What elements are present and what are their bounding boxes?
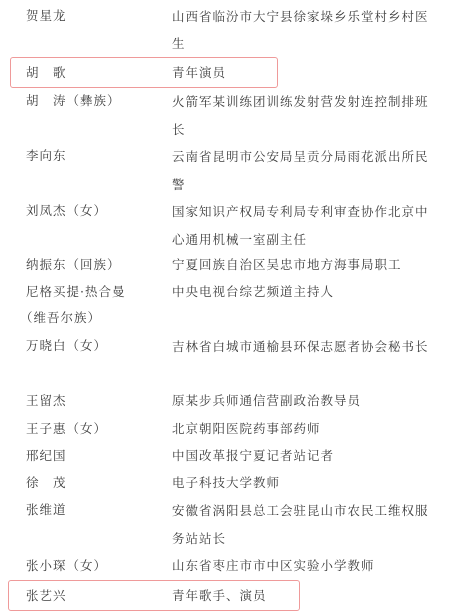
person-name: （维吾尔族） xyxy=(20,310,102,325)
person-description: 电子科技大学教师 xyxy=(172,475,281,490)
person-description: 山西省临汾市大宁县徐家垛乡乐堂村乡村医生 xyxy=(172,9,429,51)
person-description: 中央电视台综艺频道主持人 xyxy=(172,284,335,299)
person-name: 张艺兴 xyxy=(26,588,67,603)
person-name: 李向东 xyxy=(26,148,67,163)
person-name: 刘凤杰（女） xyxy=(26,203,108,218)
person-description: 宁夏回族自治区吴忠市地方海事局职工 xyxy=(172,257,402,272)
person-name: 万晓白（女） xyxy=(26,338,108,353)
person-name: 尼格买提·热合曼 xyxy=(26,284,126,299)
person-description: 青年歌手、演员 xyxy=(172,588,267,603)
person-name: 张维道 xyxy=(26,502,67,517)
person-name: 徐 茂 xyxy=(26,475,67,490)
person-description: 国家知识产权局专利局专利审查协作北京中心通用机械一室副主任 xyxy=(172,204,429,247)
person-name: 贺星龙 xyxy=(26,8,67,23)
person-name: 胡 涛（彝族） xyxy=(26,93,121,108)
person-description: 云南省昆明市公安局呈贡分局雨花派出所民警 xyxy=(172,149,429,192)
person-description: 安徽省涡阳县总工会驻昆山市农民工维权服务站站长 xyxy=(172,503,429,546)
person-description: 北京朝阳医院药事部药师 xyxy=(172,421,321,436)
person-description: 青年演员 xyxy=(172,65,227,80)
person-name: 王子惠（女） xyxy=(26,421,108,436)
person-description: 火箭军某训练团训练发射营发射连控制排班长 xyxy=(172,94,429,137)
person-description: 吉林省白城市通榆县环保志愿者协会秘书长 xyxy=(172,339,429,354)
person-description: 原某步兵师通信营副政治教导员 xyxy=(172,393,362,408)
person-name: 王留杰 xyxy=(26,393,67,408)
person-description: 中国改革报宁夏记者站记者 xyxy=(172,448,335,463)
person-name: 纳振东（回族） xyxy=(26,257,121,272)
person-name: 张小琛（女） xyxy=(26,558,108,573)
person-description: 山东省枣庄市市中区实验小学教师 xyxy=(172,558,375,573)
person-name: 胡 歌 xyxy=(26,65,67,80)
person-name: 邢纪国 xyxy=(26,448,67,463)
